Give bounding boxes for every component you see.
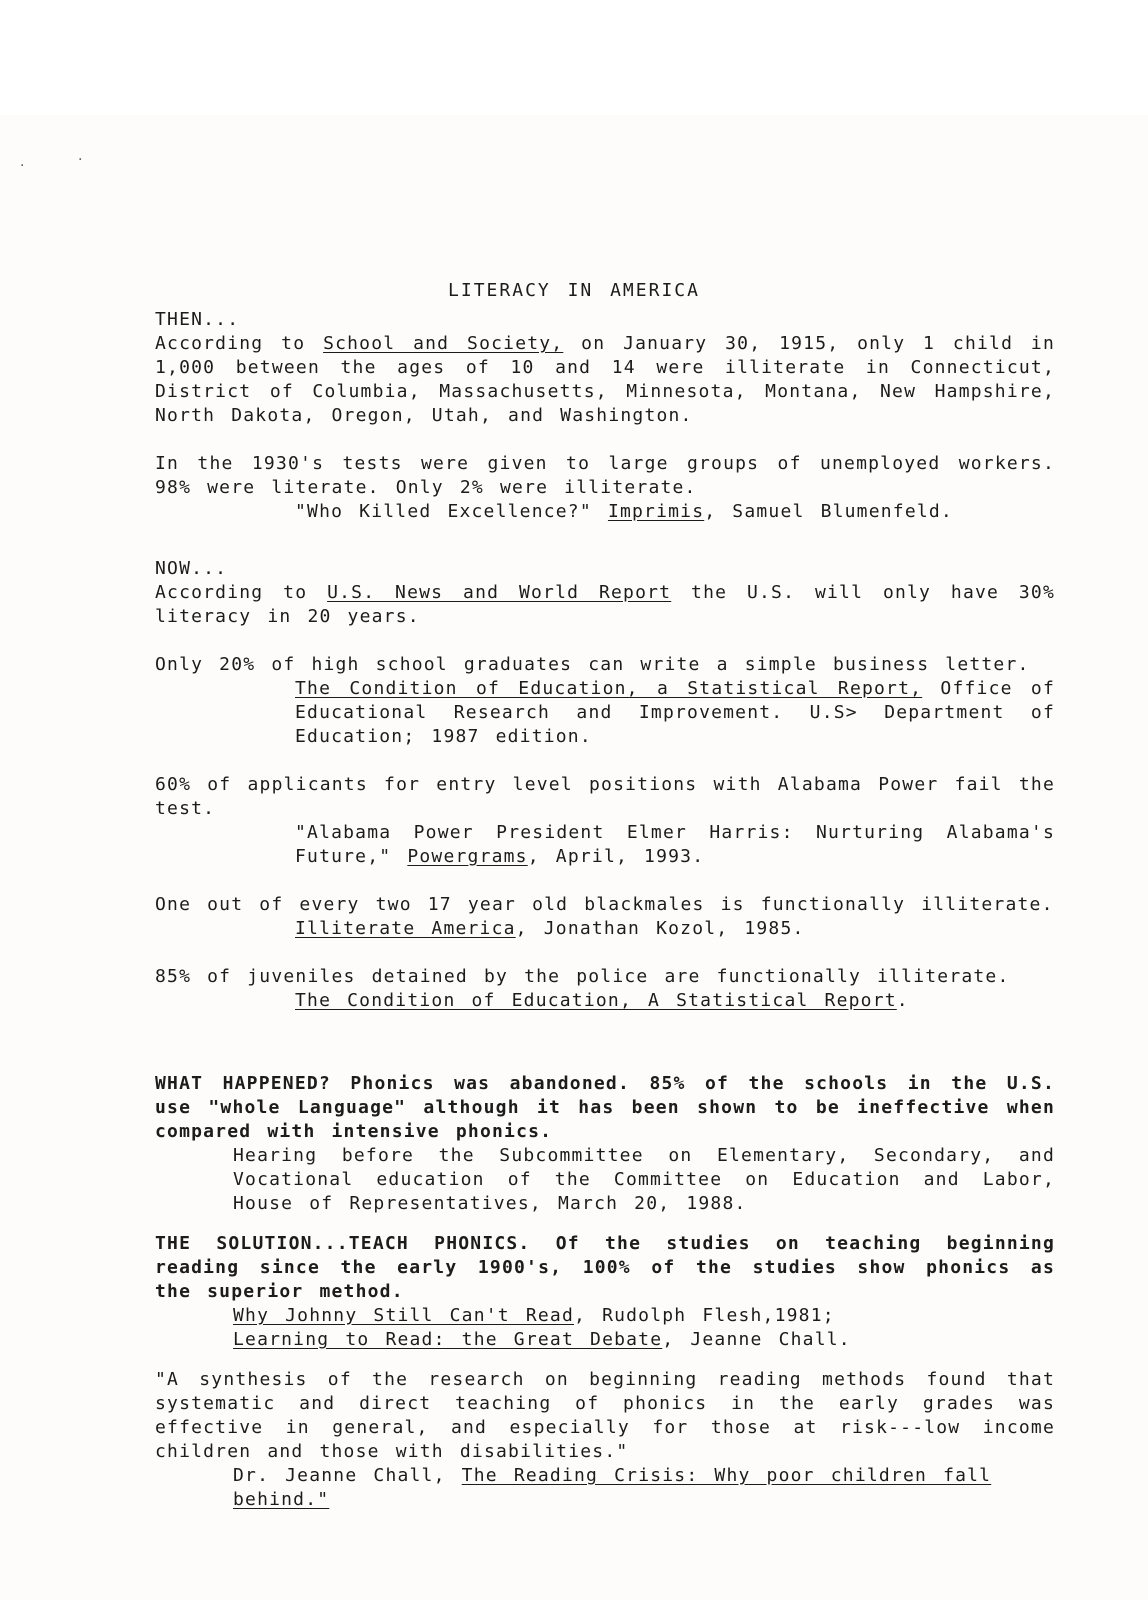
solution-paragraph: THE SOLUTION...TEACH PHONICS. Of the studies on teaching beginning reading since the early 1900's, 100% of the studies show phonics as the superior method.: [155, 1233, 1055, 1302]
source-title: School and Society,: [323, 333, 564, 354]
source-title: The Condition of Education, A Statistical Report: [295, 990, 897, 1011]
solution-section: [155, 1232, 1055, 1352]
quote-section: [155, 1368, 1055, 1512]
scan-speck: ·: [78, 152, 84, 168]
source-title: Learning to Read: the Great Debate: [233, 1329, 663, 1350]
what-happened-paragraph: WHAT HAPPENED? Phonics was abandoned. 85% of the schools in the U.S. use "whole Language" although it has been shown to be ineffective when compared with intensive phonics.: [155, 1073, 1055, 1142]
source-title: Powergrams: [407, 846, 528, 867]
source-title: Imprimis: [607, 501, 705, 522]
scan-speck: ·: [20, 158, 26, 174]
now-citation-4: Illiterate America, Jonathan Kozol, 1985.: [295, 918, 805, 939]
now-paragraph-5: 85% of juveniles detained by the police are functionally illiterate.: [155, 966, 1010, 987]
now-paragraph-3: 60% of applicants for entry level positions with Alabama Power fail the test.: [155, 774, 1055, 819]
what-happened-citation: Hearing before the Subcommittee on Elementary, Secondary, and Vocational education of the Committee on Education and Labor, House of Representatives, March 20, 1988.: [233, 1145, 1055, 1214]
then-section: [155, 308, 1055, 524]
source-title: The Reading Crisis: Why poor children fall behind.": [233, 1465, 992, 1510]
now-heading: NOW...: [155, 558, 228, 579]
scan-margin: [0, 0, 1148, 115]
now-citation-5: The Condition of Education, A Statistical Report.: [295, 990, 909, 1011]
page-title: LITERACY IN AMERICA: [448, 280, 700, 301]
now-paragraph-4: One out of every two 17 year old blackmales is functionally illiterate.: [155, 894, 1054, 915]
source-title: Why Johnny Still Can't Read: [233, 1305, 574, 1326]
now-paragraph-1: According to U.S. News and World Report the U.S. will only have 30% literacy in 20 years.: [155, 582, 1056, 627]
solution-citation-2: Learning to Read: the Great Debate, Jeanne Chall.: [233, 1329, 851, 1350]
source-title: Illiterate America: [295, 918, 516, 939]
now-citation-3: "Alabama Power President Elmer Harris: Nurturing Alabama's Future," Powergrams, April, 1993.: [295, 822, 1055, 867]
quote-text: "A synthesis of the research on beginning reading methods found that systematic and direct teaching of phonics in the early grades was effective in general, and especially for those at risk---low income children and those with disabilities.": [155, 1369, 1055, 1462]
then-paragraph-1: According to School and Society, on January 30, 1915, only 1 child in 1,000 between the ages of 10 and 14 were illiterate in Connecticut, District of Columbia, Massachusetts, Minnesota, Montana, New Hampshire, North Dakota, Oregon, Utah, and Washington.: [155, 333, 1056, 426]
what-happened-section: [155, 1072, 1055, 1216]
quote-citation: Dr. Jeanne Chall, The Reading Crisis: Why poor children fall behind.": [233, 1465, 992, 1510]
now-citation-2: The Condition of Education, a Statistical Report, Office of Educational Research and Improvement. U.S> Department of Education; 1987 edition.: [295, 678, 1055, 747]
then-heading: THEN...: [155, 309, 240, 330]
solution-citation-1: Why Johnny Still Can't Read, Rudolph Flesh,1981;: [233, 1305, 835, 1326]
now-paragraph-2: Only 20% of high school graduates can write a simple business letter.: [155, 654, 1030, 675]
source-title: The Condition of Education, a Statistical Report,: [295, 678, 923, 699]
then-citation-2: "Who Killed Excellence?" Imprimis, Samuel Blumenfeld.: [295, 501, 953, 522]
now-section: [155, 557, 1055, 1013]
then-paragraph-2: In the 1930's tests were given to large groups of unemployed workers. 98% were literate. Only 2% were illiterate.: [155, 453, 1055, 498]
source-title: U.S. News and World Report: [327, 582, 672, 603]
